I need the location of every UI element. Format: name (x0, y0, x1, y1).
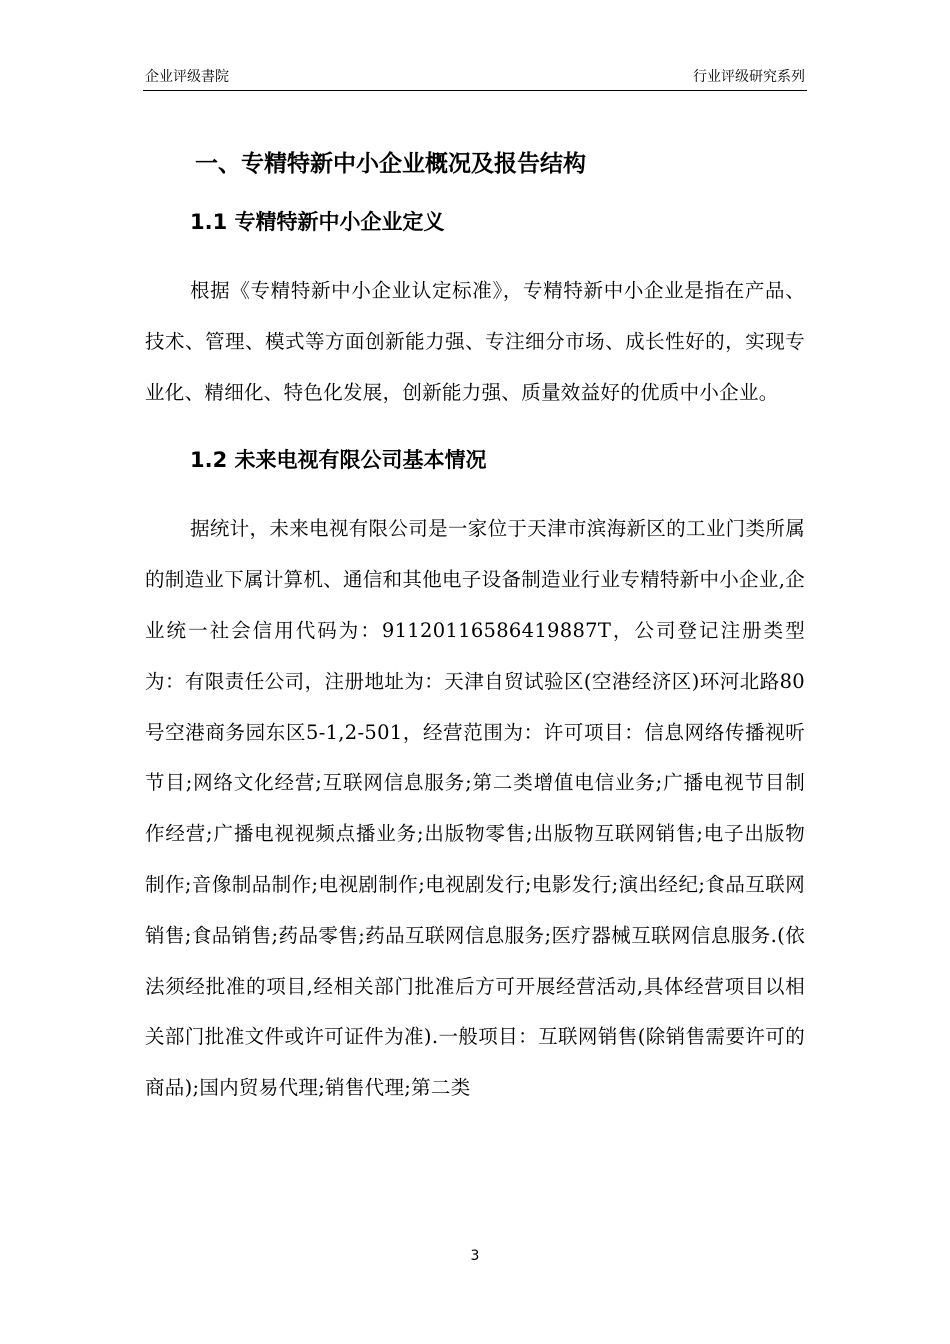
header-right-text: 行业评级研究系列 (693, 69, 805, 85)
paragraph-definition: 根据《专精特新中小企业认定标准》，专精特新中小企业是指在产品、技术、管理、模式等方面创新能力强、专注细分市场、成长性好的，实现专业化、精细化、特色化发展，创新能力强、质量效益好的优质中小企业。 (145, 279, 805, 404)
paragraph-company-info: 据统计，未来电视有限公司是一家位于天津市滨海新区的工业门类所属的制造业下属计算机、通信和其他电子设备制造业行业专精特新中小企业,企业统一社会信用代码为：91120116586419887T，公司登记注册类型为：有限责任公司，注册地址为：天津自贸试验区(空港经济区)环河北路80号空港商务园东区5-1,2-501，经营范围为：许可项目：信息网络传播视听节目;网络文化经营;互联网信息服务;第二类增值电信业务;广播电视节目制作经营;广播电视视频点播业务;出版物零售;出版物互联网销售;电子出版物制作;音像制品制作;电视剧制作;电视剧发行;电影发行;演出经纪;食品互联网销售;食品销售;药品零售;药品互联网信息服务;医疗器械互联网信息服务.(依法须经批准的项目,经相关部门批准后方可开展经营活动,具体经营项目以相关部门批准文件或许可证件为准).一般项目：互联网销售(除销售需要许可的商品);国内贸易代理;销售代理;第二类 (145, 517, 805, 1100)
subsection-title-1-1: 1.1 专精特新中小企业定义 (190, 210, 445, 234)
page-header (145, 66, 805, 90)
header-left-text: 企业评级書院 (145, 69, 229, 85)
header-divider (143, 90, 807, 91)
page-number: 3 (470, 1248, 480, 1264)
subsection-title-1-2: 1.2 未来电视有限公司基本情况 (190, 448, 487, 473)
section-title: 一、专精特新中小企业概况及报告结构 (195, 151, 586, 177)
page-content (145, 140, 805, 1114)
